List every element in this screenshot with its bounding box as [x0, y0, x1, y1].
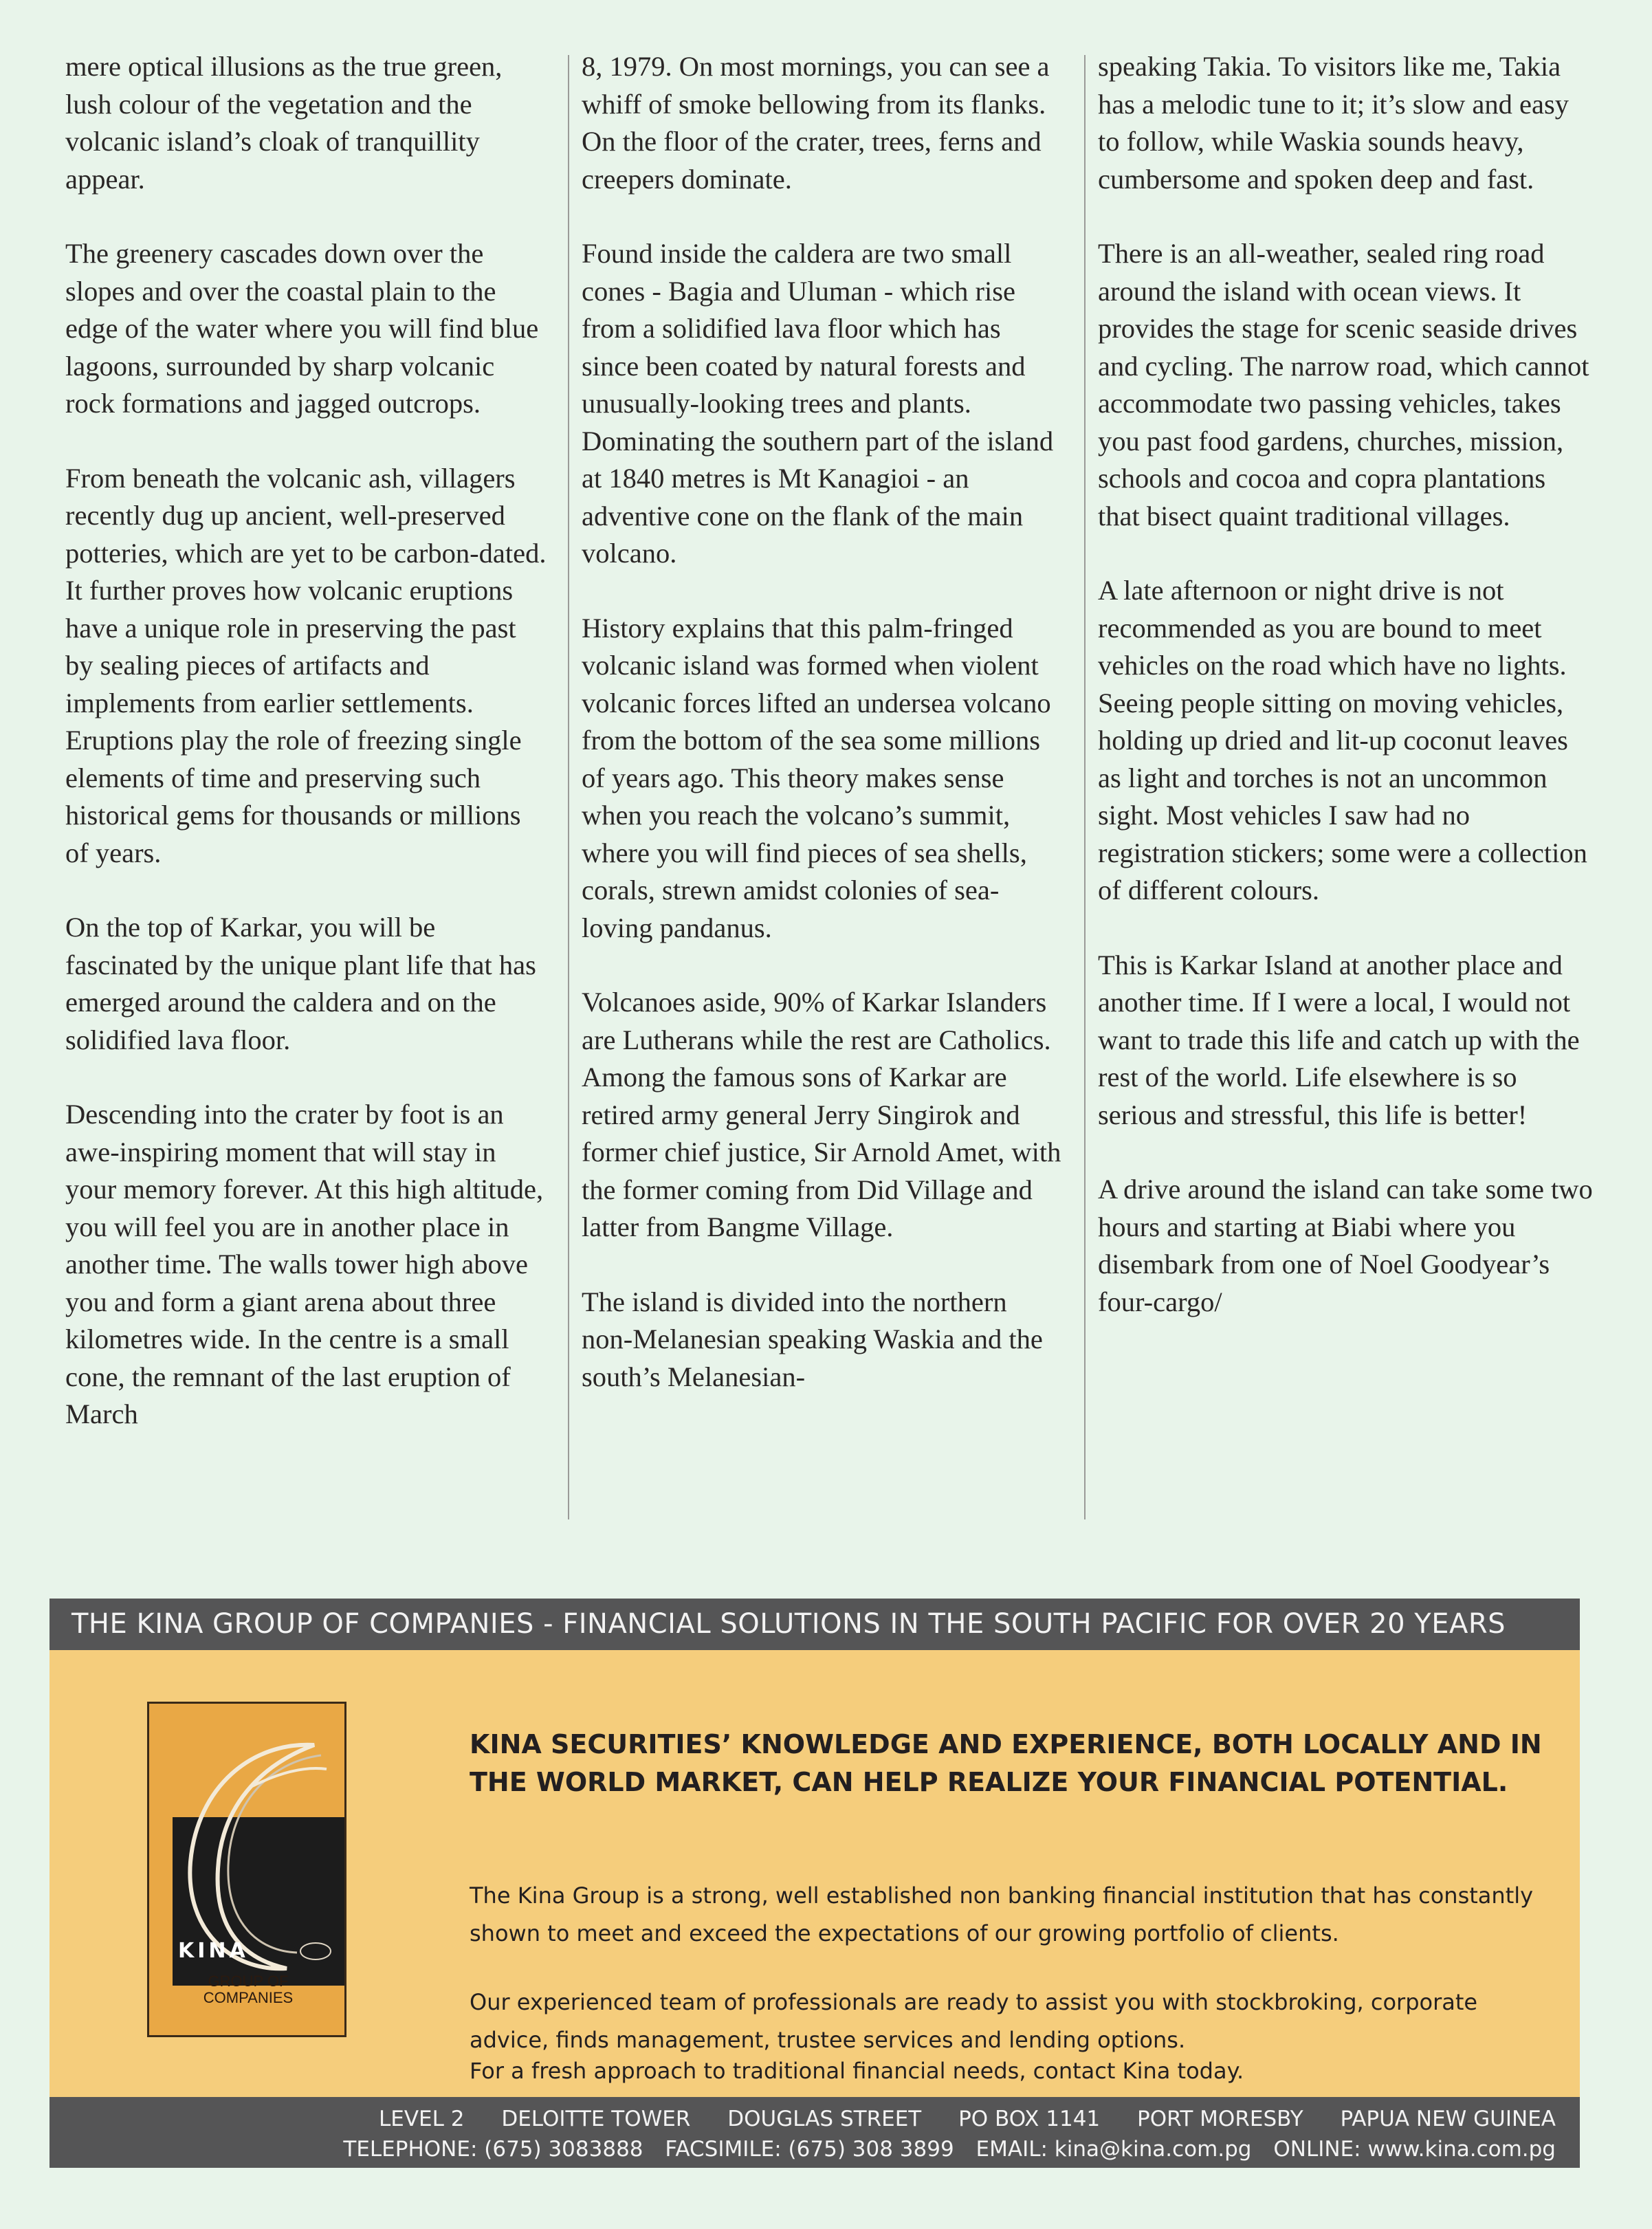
contact-email[interactable]: EMAIL: kina@kina.com.pg — [976, 2137, 1252, 2162]
article-paragraph: speaking Takia. To visitors like me, Takia has a melodic tune to it; it’s slow and easy to follow, while Waskia sounds heavy, cumbersome and spoken deep and fast. — [1098, 51, 1569, 195]
article-column-3 — [1098, 48, 1593, 1358]
address-line — [49, 2104, 1556, 2134]
article-paragraph: The greenery cascades down over the slopes and over the coastal plain to the edge of the water where you will find blue lagoons, surrounded by sharp volcanic rock formations and jagged outcrops. — [65, 238, 539, 419]
article-paragraph: mere optical illusions as the true green, lush colour of the vegetation and the volcanic island’s cloak of tranquillity appear. — [65, 51, 503, 195]
ad-headline: KINA SECURITIES’ KNOWLEDGE AND EXPERIENCE, BOTH LOCALLY AND IN THE WORLD MARKET, CAN HELP REALIZE YOUR FINANCIAL POTENTIAL. — [470, 1729, 1542, 1797]
address-level: LEVEL 2 — [378, 2107, 465, 2131]
contact-website[interactable]: ONLINE: www.kina.com.pg — [1273, 2137, 1556, 2162]
article-paragraph: Descending into the crater by foot is an awe-inspiring moment that will stay in your memory forever. At this high altitude, you will feel you are in another place in another time. The walls tower high above you and form a giant arena about three kilometres wide. In the centre is a small cone, the remnant of the last eruption of March — [65, 1099, 544, 1429]
article-paragraph: This is Karkar Island at another place and another time. If I were a local, I would not want to trade this life and catch up with the rest of the world. Life elsewhere is so serious and stressful, this life is better! — [1098, 949, 1580, 1130]
article-column-2 — [582, 48, 1063, 1433]
article-paragraph: On the top of Karkar, you will be fascinated by the unique plant life that has emerged around the caldera and on the solidified lava floor. — [65, 912, 536, 1055]
kina-logo — [147, 1702, 346, 2037]
ad-body — [49, 1650, 1580, 2097]
logo-name: KINA — [178, 1939, 249, 1963]
article-paragraph: The island is divided into the northern non-Melanesian speaking Waskia and the south’s Melanesian- — [582, 1286, 1043, 1392]
article-paragraph: From beneath the volcanic ash, villagers recently dug up ancient, well-preserved potteries, which are yet to be carbon-dated. It further proves how volcanic eruptions have a unique role in preserving the past by sealing pieces of artifacts and implements from earlier settlements. Eruptions play the role of freezing single elements of time and preserving such historical gems for thousands or millions of years. — [65, 462, 547, 868]
article-paragraph: Found inside the caldera are two small cones - Bagia and Uluman - which rise from a solidified lava floor which has since been coated by natural forests and unusually-looking trees and plants. Dominating the southern part of the island at 1840 metres is Mt Kanagioi - an adventive cone on the flank of the main volcano. — [582, 238, 1054, 569]
address-city: PORT MORESBY — [1137, 2107, 1303, 2131]
address-pobox: PO BOX 1141 — [958, 2107, 1101, 2131]
ad-contact-footer — [49, 2097, 1580, 2168]
address-tower: DELOITTE TOWER — [501, 2107, 691, 2131]
ad-paragraph: Our experienced team of professionals are ready to assist you with stockbroking, corporate advice, finds management, trustee services and lending options. — [470, 1989, 1478, 2053]
article-column-1 — [65, 48, 547, 1471]
contact-telephone: TELEPHONE: (675) 3083888 — [343, 2137, 643, 2162]
contact-facsimile: FACSIMILE: (675) 308 3899 — [665, 2137, 954, 2162]
ad-header-band: THE KINA GROUP OF COMPANIES - FINANCIAL SOLUTIONS IN THE SOUTH PACIFIC FOR OVER 20 YEARS — [49, 1599, 1580, 1650]
address-street: DOUGLAS STREET — [727, 2107, 922, 2131]
kina-advertisement — [49, 1599, 1580, 2162]
article-paragraph: A drive around the island can take some two hours and starting at Biabi where you disembark from one of Noel Goodyear’s four-cargo/ — [1098, 1174, 1593, 1317]
address-country: PAPUA NEW GUINEA — [1340, 2107, 1556, 2131]
column-divider — [1084, 55, 1086, 1519]
logo-subtitle-line: COMPANIES — [203, 1989, 294, 2006]
contact-line — [49, 2134, 1556, 2164]
article-paragraph: 8, 1979. On most mornings, you can see a whiff of smoke bellowing from its flanks. On the floor of the crater, trees, ferns and creepers dominate. — [582, 51, 1050, 195]
column-divider — [568, 55, 569, 1519]
article-paragraph: There is an all-weather, sealed ring road around the island with ocean views. It provides the stage for scenic seaside drives and cycling. The narrow road, which cannot accommodate two passing vehicles, takes you past food gardens, churches, mission, schools and cocoa and copra plantations that bisect quaint traditional villages. — [1098, 238, 1589, 531]
ad-paragraph: For a fresh approach to traditional financial needs, contact Kina today. — [470, 2058, 1244, 2084]
logo-subtitle-line: GROUP OF — [208, 1973, 289, 1990]
article-paragraph: Volcanoes aside, 90% of Karkar Islanders are Lutherans while the rest are Catholics. Among the famous sons of Karkar are retired army general Jerry Singirok and former chief justice, Sir Arnold Amet, with the former coming from Did Village and latter from Bangme Village. — [582, 987, 1061, 1242]
article-paragraph: A late afternoon or night drive is not recommended as you are bound to meet vehicles on the road which have no lights. Seeing people sitting on moving vehicles, holding up dried and lit-up coconut leaves as light and torches is not an uncommon sight. Most vehicles I saw had no registration stickers; some were a collection of different colours. — [1098, 575, 1587, 905]
ad-paragraph: The Kina Group is a strong, well established non banking financial institution that has constantly shown to meet and exceed the expectations of our growing portfolio of clients. — [470, 1882, 1534, 1946]
logo-subtitle — [166, 1973, 331, 2006]
article-paragraph: History explains that this palm-fringed volcanic island was formed when violent volcanic forces lifted an undersea volcano from the bottom of the sea some millions of years ago. This theory makes sense when you reach the volcano’s summit, where you will find pieces of sea shells, corals, strewn amidst colonies of sea-loving pandanus. — [582, 612, 1051, 943]
